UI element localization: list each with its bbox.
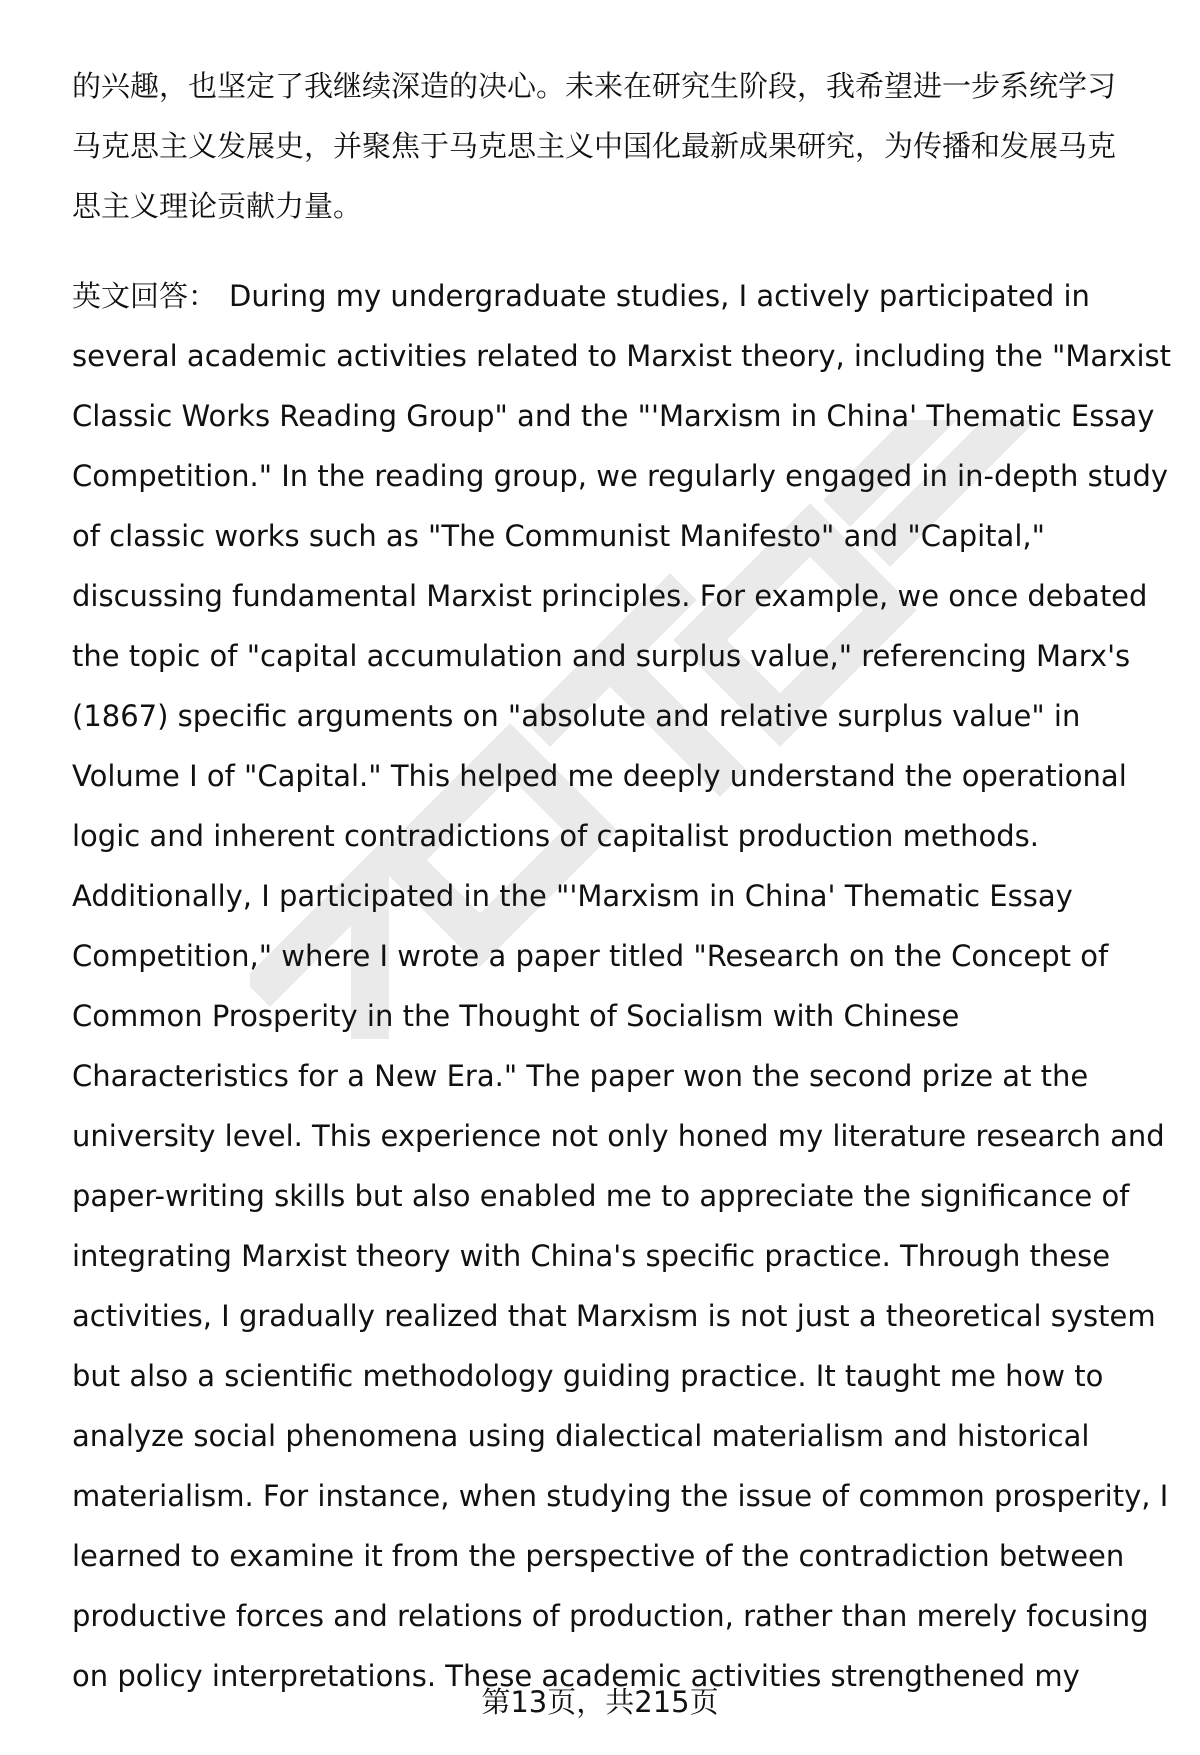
english-line: Volume I of "Capital." This helped me deeply understand the operational (72, 759, 1127, 793)
english-line: several academic activities related to Marxist theory, including the "Marxist (72, 339, 1171, 373)
english-answer-label: 英文回答： (72, 279, 218, 313)
english-line: on policy interpretations. These academic activities strengthened my (72, 1659, 1080, 1693)
english-line: of classic works such as "The Communist Manifesto" and "Capital," (72, 519, 1045, 553)
english-line: Competition." In the reading group, we regularly engaged in in-depth study (72, 459, 1169, 493)
english-line: paper-writing skills but also enabled me to appreciate the significance of (72, 1179, 1130, 1213)
english-line: During my undergraduate studies, I actively participated in (229, 279, 1090, 313)
english-line: (1867) specific arguments on "absolute and relative surplus value" in (72, 699, 1081, 733)
english-line: Additionally, I participated in the "'Marxism in China' Thematic Essay (72, 879, 1073, 913)
english-line: logic and inherent contradictions of capitalist production methods. (72, 819, 1039, 853)
english-line: but also a scientific methodology guiding practice. It taught me how to (72, 1359, 1104, 1393)
english-line: Characteristics for a New Era." The paper won the second prize at the (72, 1059, 1089, 1093)
english-line: activities, I gradually realized that Marxism is not just a theoretical system (72, 1299, 1156, 1333)
english-line: learned to examine it from the perspective of the contradiction between (72, 1539, 1125, 1573)
english-line: productive forces and relations of production, rather than merely focusing (72, 1599, 1149, 1633)
english-answer-first-line (72, 266, 1152, 326)
chinese-line: 马克思主义发展史，并聚焦于马克思主义中国化最新成果研究，为传播和发展马克 (72, 129, 1117, 163)
english-line: Competition," where I wrote a paper titled "Research on the Concept of (72, 939, 1109, 973)
english-line: materialism. For instance, when studying the issue of common prosperity, I (72, 1479, 1169, 1513)
chinese-line: 思主义理论贡献力量。 (72, 189, 363, 223)
english-line: discussing fundamental Marxist principles. For example, we once debated (72, 579, 1148, 613)
english-line: university level. This experience not only honed my literature research and (72, 1119, 1165, 1153)
english-line: Classic Works Reading Group" and the "'Marxism in China' Thematic Essay (72, 399, 1155, 433)
text-body (72, 56, 1171, 1706)
english-line: integrating Marxist theory with China's specific practice. Through these (72, 1239, 1111, 1273)
chinese-line: 的兴趣，也坚定了我继续深造的决心。未来在研究生阶段，我希望进一步系统学习 (72, 69, 1117, 103)
english-line: the topic of "capital accumulation and surplus value," referencing Marx's (72, 639, 1131, 673)
english-line: Common Prosperity in the Thought of Socialism with Chinese (72, 999, 960, 1033)
english-line: analyze social phenomena using dialectical materialism and historical (72, 1419, 1090, 1453)
page-number-footer: 第13页，共215页 (481, 1685, 719, 1719)
